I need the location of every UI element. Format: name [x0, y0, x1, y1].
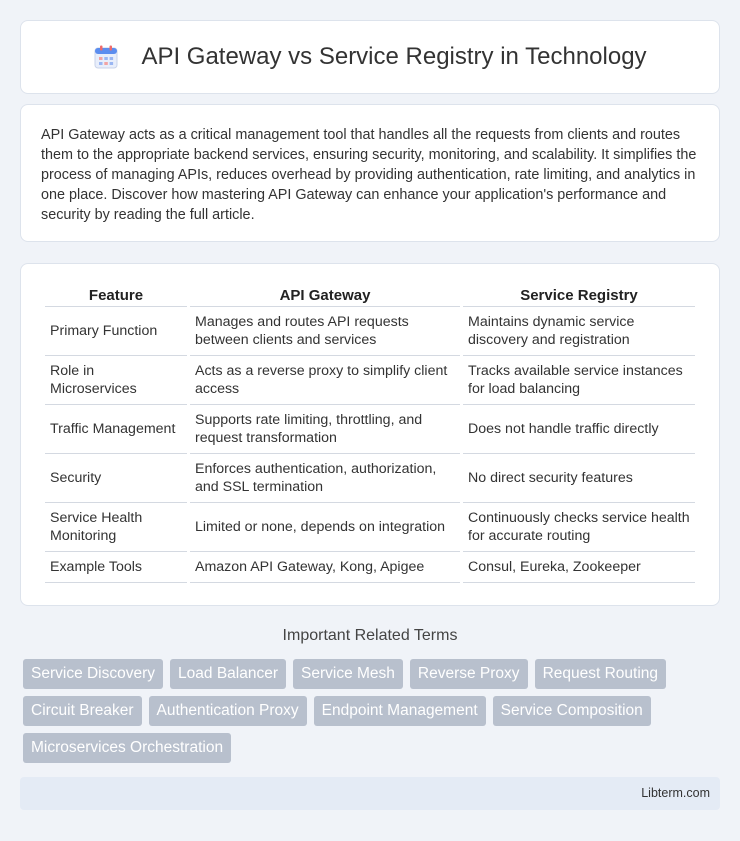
table-cell: Service Health Monitoring [45, 503, 187, 552]
table-cell: Primary Function [45, 307, 187, 356]
tag-load-balancer[interactable]: Load Balancer [170, 659, 286, 689]
tag-microservices-orchestration[interactable]: Microservices Orchestration [23, 733, 231, 763]
table-row [45, 356, 695, 405]
table-cell: No direct security features [463, 454, 695, 503]
table-cell: Continuously checks service health for accurate routing [463, 503, 695, 552]
table-row [45, 552, 695, 583]
tag-endpoint-management[interactable]: Endpoint Management [314, 696, 486, 726]
table-cell: Limited or none, depends on integration [190, 503, 460, 552]
tag-authentication-proxy[interactable]: Authentication Proxy [149, 696, 307, 726]
table-cell: Supports rate limiting, throttling, and request transformation [190, 405, 460, 454]
table-cell: Role in Microservices [45, 356, 187, 405]
comparison-table [42, 284, 698, 583]
table-cell: Enforces authentication, authorization, and SSL termination [190, 454, 460, 503]
table-cell: Traffic Management [45, 405, 187, 454]
related-terms-tags [23, 659, 713, 763]
intro-text: API Gateway acts as a critical management tool that handles all the requests from clients and routes them to the appropriate backend services, ensuring security, monitoring, and scalability. It simplifies the process of managing APIs, reduces overhead by providing authentication, rate limiting, and analytics in one place. Discover how mastering API Gateway can enhance your application's performance and security by reading the full article. [41, 127, 697, 223]
tag-reverse-proxy[interactable]: Reverse Proxy [410, 659, 528, 689]
header-api-gateway: API Gateway [190, 284, 460, 307]
title-card [20, 20, 720, 94]
footer [20, 777, 720, 810]
table-row [45, 503, 695, 552]
comparison-card [20, 263, 720, 606]
table-cell: Acts as a reverse proxy to simplify client access [190, 356, 460, 405]
table-cell: Maintains dynamic service discovery and registration [463, 307, 695, 356]
table-cell: Security [45, 454, 187, 503]
tag-service-mesh[interactable]: Service Mesh [293, 659, 403, 689]
header-service-registry: Service Registry [463, 284, 695, 307]
intro-card [20, 104, 720, 242]
related-terms-heading: Important Related Terms [282, 627, 458, 644]
calendar-icon [93, 44, 119, 70]
table-cell: Tracks available service instances for load balancing [463, 356, 695, 405]
table-row [45, 405, 695, 454]
table-cell: Consul, Eureka, Zookeeper [463, 552, 695, 583]
tag-circuit-breaker[interactable]: Circuit Breaker [23, 696, 142, 726]
table-header-row [45, 284, 695, 307]
table-cell: Example Tools [45, 552, 187, 583]
footer-site-link[interactable]: Libterm.com [641, 786, 710, 800]
tag-request-routing[interactable]: Request Routing [535, 659, 666, 689]
table-cell: Does not handle traffic directly [463, 405, 695, 454]
page-title: API Gateway vs Service Registry in Technology [141, 43, 647, 70]
header-feature: Feature [45, 284, 187, 307]
tag-service-discovery[interactable]: Service Discovery [23, 659, 163, 689]
table-cell: Manages and routes API requests between clients and services [190, 307, 460, 356]
table-row [45, 307, 695, 356]
tag-service-composition[interactable]: Service Composition [493, 696, 651, 726]
table-row [45, 454, 695, 503]
table-cell: Amazon API Gateway, Kong, Apigee [190, 552, 460, 583]
